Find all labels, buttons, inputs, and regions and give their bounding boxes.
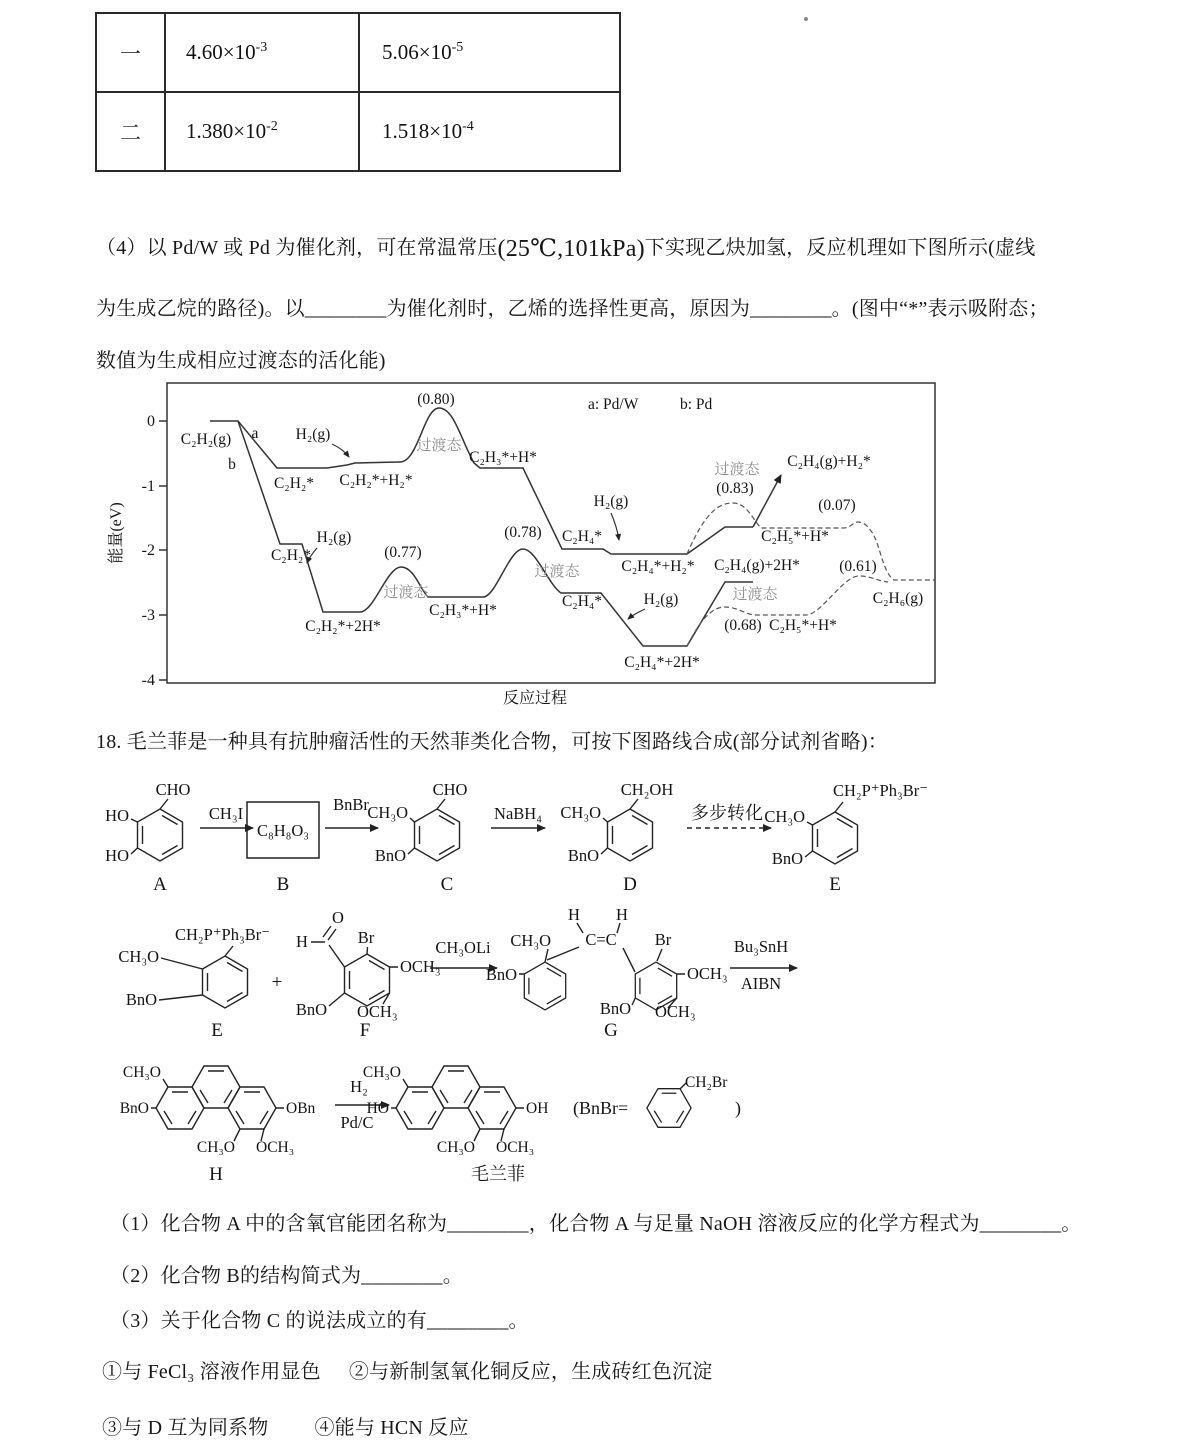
ytick: 0 [147,413,155,430]
caption-E: E [829,874,841,895]
x-axis-label: 反应过程 [502,690,568,707]
state-label: C₂H₄(g)+2H* [714,557,800,574]
y-axis-label: 能量(eV) [108,502,125,564]
table-row [96,92,620,171]
benzene-ring [432,1066,480,1108]
route-b-label: b [228,456,236,473]
phosphonium-group: CH₂P⁺Ph₃Br⁻ [833,781,928,800]
ch3o-group: CH₃O [362,1064,401,1081]
bno-group: BnO [485,965,517,984]
q4-line3: 数值为生成相应过渡态的活化能) [96,350,386,372]
benzene-ring [228,1087,276,1129]
och3-group: OCH₃ [400,957,441,976]
ch2oh-group: CH₂OH [620,780,674,799]
cho-group: CHO [155,780,191,799]
vinyl-cc: C=C [585,930,617,949]
ch3o-group: CH₃O [764,807,805,826]
state-label: C₂H₄*+H₂* [621,558,695,575]
energy-diagram [105,378,945,710]
q18-intro: 18. 毛兰菲是一种具有抗肿瘤活性的天然菲类化合物，可按下图路线合成(部分试剂省略)： [96,731,888,753]
ts-label: 过渡态 [383,585,429,601]
bno-group: BnO [295,1000,327,1019]
ytick: -3 [141,607,155,624]
curve-b-dashed-ethane [687,576,888,646]
reagent: 多步转化 [691,803,763,823]
ho-group: HO [105,846,129,865]
route-a-label: a [251,425,259,442]
h2g-label: H₂(g) [295,426,331,443]
ts-label: 过渡态 [732,587,778,603]
scheme-row-2 [95,902,1095,1054]
obn-group: OBn [286,1100,316,1117]
h2g-label: H₂(g) [593,493,629,510]
q18-sub3: （3）关于化合物 C 的说法成立的有________。 [110,1310,529,1332]
q4-line1: （4）以 Pd/W 或 Pd 为催化剂，可在常温常压(25℃,101kPa)下实现乙炔加氢，反应机理如下图所示(虚线 [96,236,1036,262]
state-label: C₂H₂* [273,475,315,492]
ch3o-group: CH₃O [118,947,159,966]
benzene-ring [415,809,460,861]
bno-group: BnO [119,1100,149,1117]
barrier-label: (0.68) [724,617,762,634]
conditions: (25℃,101kPa) [497,236,645,262]
reagent: CH₃I [208,804,244,823]
br-group: Br [357,928,375,947]
br-group: Br [654,930,672,949]
benzene-ring [138,809,183,861]
ytick: -4 [141,672,155,689]
caption-E: E [211,1020,223,1041]
aldehyde-h: H [296,932,308,951]
ts-label: 过渡态 [714,462,760,478]
vinyl-h: H [568,905,580,924]
ch3o-group: CH₃O [436,1139,475,1156]
reagent: BnBr [333,795,369,814]
bnbr-note-close: ) [735,1098,741,1118]
state-label: C₂H₂* [270,547,312,564]
q18-options-row2 [102,1416,469,1440]
oh-group: OH [526,1100,549,1117]
state-label: C₂H₄* [561,528,603,545]
ch3o-group: CH₃O [560,803,601,822]
ch3o-group: CH₃O [196,1139,235,1156]
benzene-ring [524,962,565,1010]
och3-group: OCH₃ [357,1002,398,1021]
reagent: Pd/C [340,1113,374,1132]
plus-sign: + [271,972,283,993]
state-label: C₂H₂*+2H* [305,618,381,635]
h2-arrow-a1 [332,444,349,457]
table-row [96,13,620,92]
caption-product: 毛兰菲 [471,1164,525,1184]
caption-B: B [276,874,290,895]
formula-b: C₈H₈O₃ [256,821,310,840]
ts-label: 过渡态 [534,564,580,580]
legend-b: b: Pd [680,396,713,413]
value-cell: $1.380\times 10^{-2}$ [165,92,359,171]
bno-group: BnO [771,849,803,868]
ts-label: 过渡态 [416,438,462,454]
caption-G: G [604,1020,618,1041]
caption-D: D [623,874,637,895]
benzene-ring [345,954,390,1006]
state-label: C₂H₃*+H* [429,602,497,619]
ch3o-group: CH₃O [510,931,551,950]
scheme-row-1 [95,778,1095,900]
row-label: 一 [96,13,165,92]
caption-A: A [153,874,167,895]
option-2: ②与新制氢氧化铜反应，生成砖红色沉淀 [348,1361,713,1383]
barrier-label: (0.83) [716,480,754,497]
q18-options-row1 [102,1360,712,1384]
reagent: NaBH₄ [494,804,542,823]
q18-sub1: （1）化合物 A 中的含氧官能团名称为________，化合物 A 与足量 NaOH 溶液反应的化学方程式为________。 [110,1213,1082,1235]
bno-group: BnO [374,846,406,865]
h2g-label: H₂(g) [643,591,679,608]
ho-group: HO [105,806,129,825]
h2-arrow-b2 [628,609,645,619]
benzene-ring [608,809,653,861]
value-cell: $4.60\times 10^{-3}$ [165,13,359,92]
reagent: H₂ [350,1077,368,1096]
benzene-ring [813,812,858,864]
state-label: C₂H₆(g) [872,590,924,607]
state-label: C₂H₄*+2H* [624,654,700,671]
bno-group: BnO [567,846,599,865]
och3-group: OCH₃ [256,1139,295,1156]
barrier-label: (0.80) [417,391,455,408]
bno-group: BnO [125,990,157,1009]
bno-group: BnO [599,999,631,1018]
barrier-label: (0.77) [384,544,422,561]
aldehyde-o: O [332,908,344,927]
option-4: ④能与 HCN 反应 [314,1417,469,1439]
caption-H: H [209,1164,223,1185]
h2g-label: H₂(g) [316,529,352,546]
legend-a: a: Pd/W [588,396,639,413]
vinyl-h: H [616,905,628,924]
ch3o-group: CH₃O [367,803,408,822]
benzene-ring [396,1087,444,1129]
och3-group: OCH₃ [687,964,728,983]
benzene-ring [468,1087,516,1129]
benzene-ring [192,1066,240,1108]
h2-arrow-a2 [611,513,619,540]
och3-group: OCH₃ [496,1139,535,1156]
ch2br-group: CH₂Br [685,1074,728,1091]
cho-group: CHO [432,780,468,799]
bnbr-note-open: (BnBr= [573,1098,629,1118]
q18-sub2: （2）化合物 B的结构简式为________。 [110,1265,463,1287]
benzene-ring [647,1089,691,1128]
constants-table [95,12,621,172]
value-cell: $1.518\times 10^{-4}$ [359,92,620,171]
barrier-label: (0.61) [839,558,877,575]
och3-group: OCH₃ [655,1002,696,1021]
phosphonium-group: CH₂P⁺Ph₃Br⁻ [175,925,270,944]
reagent: CH₃OLi [435,938,491,957]
row-label: 二 [96,92,165,171]
value-cell: $5.06\times 10^{-5}$ [359,13,620,92]
barrier-label: (0.78) [504,524,542,541]
benzene-ring [156,1087,204,1129]
caption-C: C [440,874,454,895]
reagent: Bu₃SnH [733,937,789,956]
state-label: C₂H₃*+H* [469,449,537,466]
state-label: C₂H₄* [561,593,603,610]
option-3: ③与 D 互为同系物 [102,1417,269,1439]
reagent: AIBN [740,974,782,993]
caption-F: F [359,1020,371,1041]
q4-line2: 为生成乙烷的路径)。以________为催化剂时，乙烯的选择性更高，原因为________。(图中“*”表示吸附态； [96,298,1049,320]
state-label: C₂H₂(g) [180,431,232,448]
state-label: C₂H₂*+H₂* [339,472,413,489]
benzene-ring [203,956,248,1008]
state-label: C₂H₅*+H* [769,617,837,634]
state-label: C₂H₄(g)+H₂* [787,453,871,470]
ho-group: HO [366,1100,389,1117]
option-1: ①与 FeCl₃ 溶液作用显色 [102,1361,321,1383]
ch3o-group: CH₃O [122,1064,161,1081]
ytick: -2 [141,542,155,559]
barrier-label: (0.07) [818,497,856,514]
scan-artifact-dot [804,17,808,21]
scheme-row-3 [95,1058,1095,1194]
curve-a-desorb-arrow [753,475,781,527]
state-label: C₂H₅*+H* [761,528,829,545]
ytick: -1 [141,478,155,495]
